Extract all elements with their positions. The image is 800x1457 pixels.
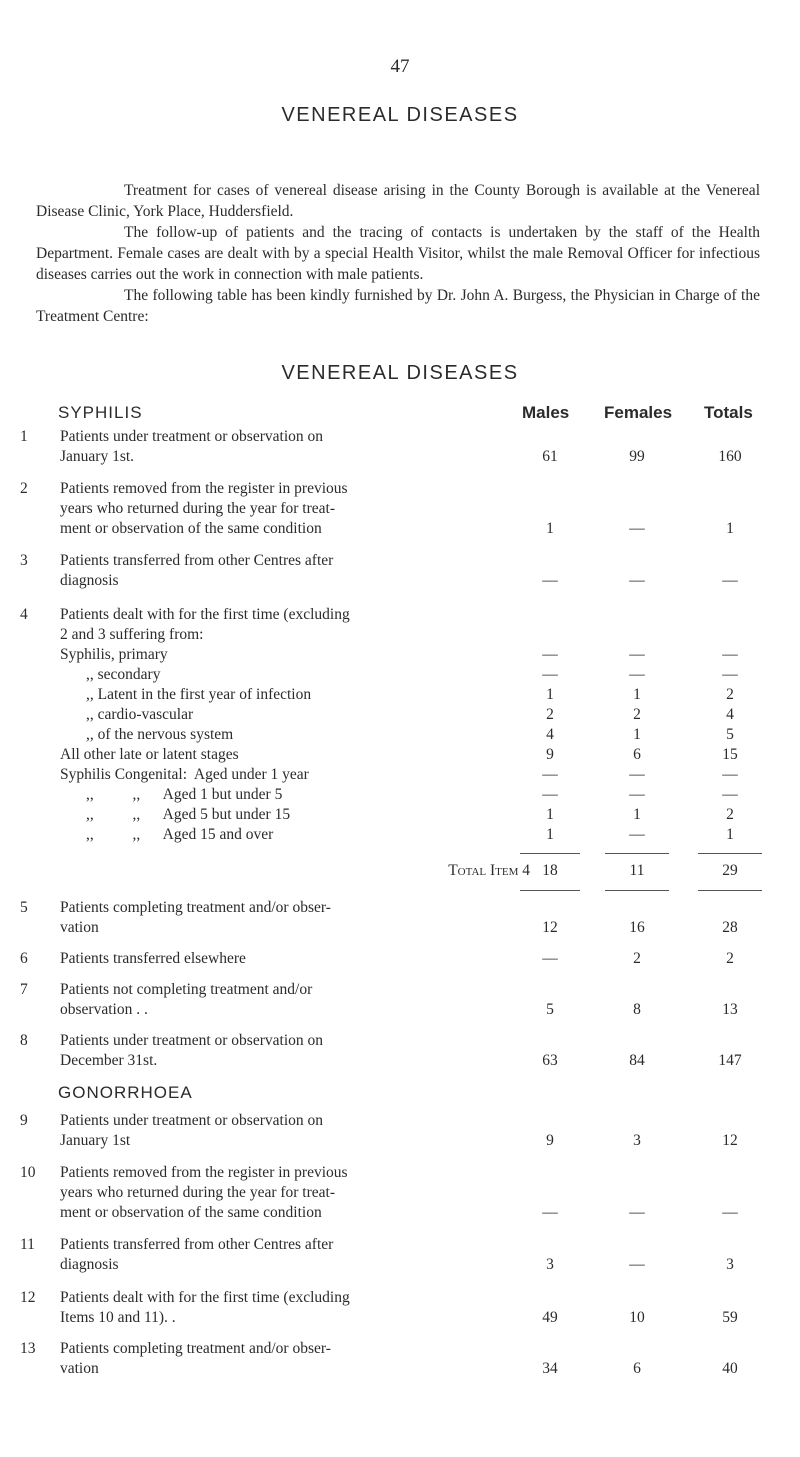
cell-males: 1 <box>546 686 554 703</box>
cell-males: — <box>542 1204 558 1221</box>
cell-females: 6 <box>633 746 641 763</box>
cell-males: 4 <box>546 726 554 743</box>
cell-females: — <box>629 646 645 663</box>
row-label: ment or observation of the same condition <box>60 1204 322 1221</box>
row-number: 10 <box>20 1164 36 1181</box>
page-number: 47 <box>390 56 410 77</box>
cell-totals: 5 <box>726 726 734 743</box>
row-label: vation <box>60 1360 99 1377</box>
cell-females: 16 <box>629 919 645 936</box>
row-label: years who returned during the year for treat- <box>60 500 336 517</box>
table-row <box>0 1000 800 1024</box>
cell-females: 6 <box>633 1360 641 1377</box>
table-row <box>0 1255 800 1279</box>
column-header-females: Females <box>604 403 673 422</box>
column-header-males: Males <box>522 403 570 422</box>
cell-females: 99 <box>629 448 645 465</box>
cell-females: — <box>629 1204 645 1221</box>
total-rule <box>605 853 669 854</box>
cell-males: 34 <box>542 1360 558 1377</box>
cell-females: — <box>629 666 645 683</box>
cell-females: — <box>629 520 645 537</box>
row-label: years who returned during the year for treat- <box>60 1184 336 1201</box>
cell-totals: 13 <box>722 1001 738 1018</box>
row-label: January 1st <box>60 1132 131 1149</box>
cell-males: — <box>542 786 558 803</box>
table-row-total <box>0 861 800 885</box>
cell-totals: — <box>722 786 738 803</box>
cell-females: 3 <box>633 1132 641 1149</box>
row-label: Patients under treatment or observation on <box>60 1032 324 1049</box>
row-label: diagnosis <box>60 572 119 589</box>
row-label: Patients transferred from other Centres after <box>60 552 334 569</box>
column-header-totals: Totals <box>704 403 753 422</box>
cell-totals: — <box>722 1204 738 1221</box>
cell-males: — <box>542 646 558 663</box>
cell-males: 63 <box>542 1052 558 1069</box>
cell-totals: 2 <box>726 686 734 703</box>
cell-males: 1 <box>546 520 554 537</box>
cell-totals: 4 <box>726 706 734 723</box>
syphilis-heading: SYPHILIS <box>58 403 143 422</box>
cell-totals: 28 <box>722 919 738 936</box>
row-label: ,, Latent in the first year of infection <box>86 686 312 703</box>
cell-males: 9 <box>546 746 554 763</box>
row-label: diagnosis <box>60 1256 119 1273</box>
row-number: 11 <box>20 1236 35 1253</box>
cell-males: — <box>542 950 558 967</box>
row-number: 2 <box>20 480 28 497</box>
cell-males: 9 <box>546 1132 554 1149</box>
row-label: December 31st. <box>60 1052 158 1069</box>
row-label: Patients removed from the register in previous <box>60 480 348 497</box>
row-label: ment or observation of the same condition <box>60 520 322 537</box>
cell-totals: 59 <box>722 1309 738 1326</box>
cell-totals: 160 <box>718 448 742 465</box>
cell-totals: 12 <box>722 1132 738 1149</box>
cell-females: 1 <box>633 686 641 703</box>
row-label: Patients under treatment or observation on <box>60 428 324 445</box>
row-label: Patients dealt with for the first time (excluding <box>60 606 350 623</box>
row-label: ,, ,, Aged 15 and over <box>86 826 274 843</box>
row-label: Patients completing treatment and/or obser- <box>60 1340 331 1357</box>
row-number: 13 <box>20 1340 36 1357</box>
row-label: All other late or latent stages <box>60 746 239 763</box>
cell-totals: — <box>722 666 738 683</box>
cell-females: — <box>629 572 645 589</box>
row-label: ,, ,, Aged 5 but under 15 <box>86 806 291 823</box>
total-rule <box>698 853 762 854</box>
row-label: Patients removed from the register in previous <box>60 1164 348 1181</box>
cell-males: 18 <box>542 862 558 879</box>
row-number: 4 <box>20 606 28 623</box>
table-row <box>0 918 800 942</box>
cell-totals: 2 <box>726 806 734 823</box>
cell-males: — <box>542 766 558 783</box>
cell-totals: 15 <box>722 746 738 763</box>
cell-males: 12 <box>542 919 558 936</box>
intro-paragraph-follow-up: The follow-up of patients and the tracing of contacts is undertaken by the staff of the Health Department. Female cases are dealt with by a special Health Visitor, whilst the male Removal Officer for infectious diseases carries out the work in connection with male patients. <box>36 224 760 283</box>
intro-paragraph-table-source: The following table has been kindly furnished by Dr. John A. Burgess, the Physician in Charge of the Treatment Centre: <box>36 287 760 325</box>
table-row <box>0 447 800 471</box>
row-label: 2 and 3 suffering from: <box>60 626 204 643</box>
row-label: ,, secondary <box>86 666 161 683</box>
table-row <box>0 825 800 849</box>
cell-females: — <box>629 766 645 783</box>
cell-males: 3 <box>546 1256 554 1273</box>
table-row <box>0 1131 800 1155</box>
table-row <box>0 1051 800 1075</box>
row-number: 3 <box>20 552 28 569</box>
cell-females: 10 <box>629 1309 645 1326</box>
gonorrhoea-heading: GONORRHOEA <box>58 1083 193 1102</box>
table-title: VENEREAL DISEASES <box>281 362 519 384</box>
row-label: Patients transferred from other Centres after <box>60 1236 334 1253</box>
cell-females: 2 <box>633 706 641 723</box>
cell-totals: 1 <box>726 520 734 537</box>
cell-males: 49 <box>542 1309 558 1326</box>
cell-females: 2 <box>633 950 641 967</box>
cell-males: 1 <box>546 806 554 823</box>
row-number: 7 <box>20 981 28 998</box>
cell-totals: 1 <box>726 826 734 843</box>
table-row <box>0 1203 800 1227</box>
row-label: Syphilis, primary <box>60 646 168 663</box>
total-rule <box>520 853 580 854</box>
row-number: 1 <box>20 428 28 445</box>
cell-females: — <box>629 786 645 803</box>
row-label: Items 10 and 11). . <box>60 1309 176 1326</box>
row-label: vation <box>60 919 99 936</box>
row-label: Patients under treatment or observation on <box>60 1112 324 1129</box>
total-rule <box>698 890 762 891</box>
cell-totals: 3 <box>726 1256 734 1273</box>
table-row <box>0 949 800 973</box>
table-row <box>0 571 800 595</box>
row-label: ,, cardio-vascular <box>86 706 194 723</box>
cell-totals: 2 <box>726 950 734 967</box>
row-number: 5 <box>20 899 28 916</box>
row-number: 9 <box>20 1112 28 1129</box>
row-label: Patients completing treatment and/or obser- <box>60 899 331 916</box>
row-number: 6 <box>20 950 28 967</box>
page-title: VENEREAL DISEASES <box>281 104 519 126</box>
row-number: 8 <box>20 1032 28 1049</box>
cell-males: 5 <box>546 1001 554 1018</box>
cell-totals: 147 <box>718 1052 742 1069</box>
row-label: ,, ,, Aged 1 but under 5 <box>86 786 283 803</box>
row-label: Patients transferred elsewhere <box>60 950 246 967</box>
cell-males: — <box>542 572 558 589</box>
cell-females: — <box>629 826 645 843</box>
row-label: Patients not completing treatment and/or <box>60 981 313 998</box>
total-rule <box>520 890 580 891</box>
row-label: observation . . <box>60 1001 148 1018</box>
cell-females: 84 <box>629 1052 645 1069</box>
cell-males: — <box>542 666 558 683</box>
table-row <box>0 519 800 543</box>
cell-females: — <box>629 1256 645 1273</box>
cell-totals: — <box>722 572 738 589</box>
total-rule <box>605 890 669 891</box>
row-label: Syphilis Congenital: Aged under 1 year <box>60 766 309 783</box>
cell-totals: — <box>722 646 738 663</box>
cell-males: 1 <box>546 826 554 843</box>
cell-females: 8 <box>633 1001 641 1018</box>
cell-males: 61 <box>542 448 558 465</box>
cell-totals: 40 <box>722 1360 738 1377</box>
row-label: Patients dealt with for the first time (excluding <box>60 1289 350 1306</box>
intro-paragraph-clinic: Treatment for cases of venereal disease arising in the County Borough is available at the Venereal Disease Clinic, York Place, Huddersfield. <box>36 182 760 220</box>
cell-females: 11 <box>629 862 645 879</box>
total-label: Total Item 4 <box>448 862 530 879</box>
row-label: January 1st. <box>60 448 135 465</box>
row-number: 12 <box>20 1289 36 1306</box>
table-row <box>0 1359 800 1383</box>
cell-totals: — <box>722 766 738 783</box>
row-label: ,, of the nervous system <box>86 726 234 743</box>
cell-males: 2 <box>546 706 554 723</box>
cell-females: 1 <box>633 726 641 743</box>
cell-totals: 29 <box>722 862 738 879</box>
table-row <box>0 1308 800 1332</box>
cell-females: 1 <box>633 806 641 823</box>
